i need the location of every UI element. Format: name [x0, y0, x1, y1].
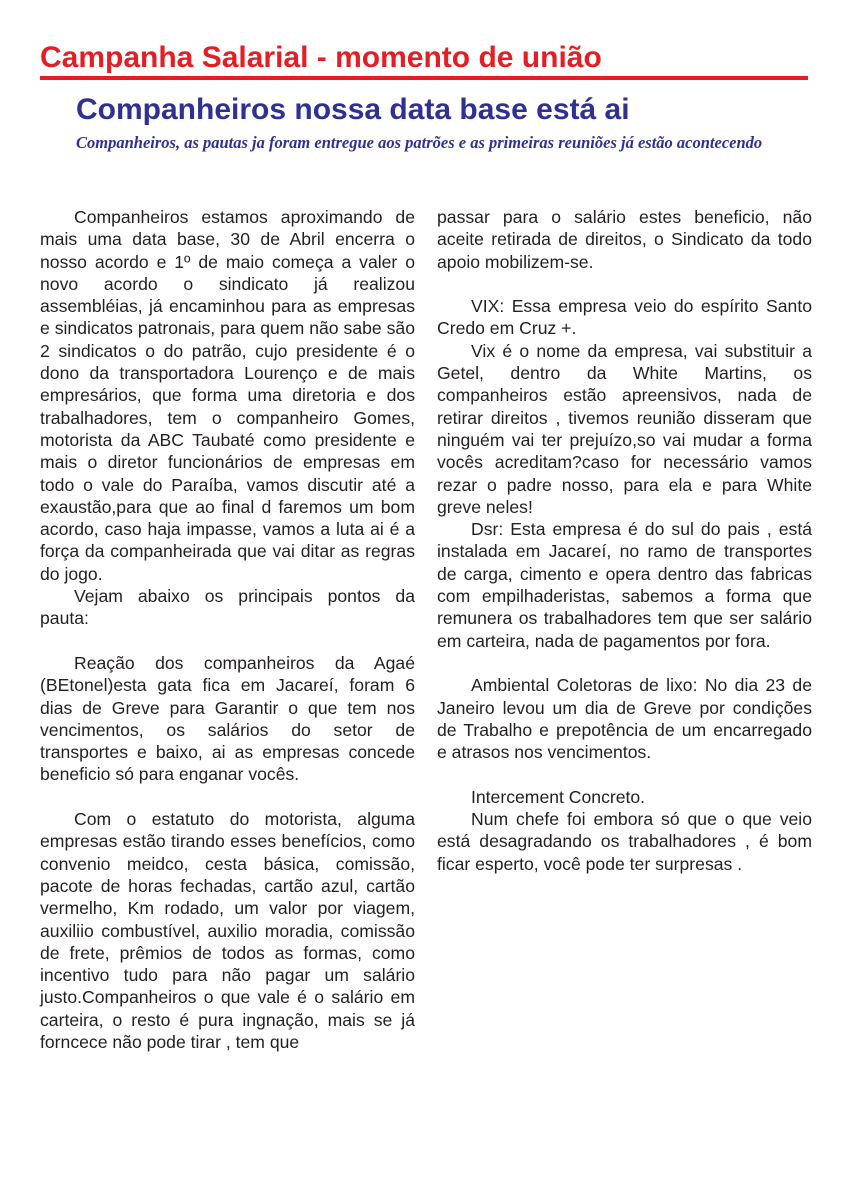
spacer [40, 786, 415, 808]
spacer [437, 273, 812, 295]
paragraph: Com o estatuto do motorista, alguma empresas estão tirando esses benefícios, como convenio meidco, cesta básica, comissão, pacote de horas fechadas, cartão azul, cartão vermelho, Km rodado, um valor por viagem, auxiliio combustível, auxilio moradia, comissão de frete, prêmios de todos as formas, como incentivo tudo para não pagar um salário justo.Companheiros o que vale é o salário em carteira, o resto é pura ingnação, mais se já forncece não pode tirar , tem que [40, 809, 415, 1052]
paragraph: Intercement Concreto. [471, 786, 646, 807]
paragraph: VIX: Essa empresa veio do espírito Santo Credo em Cruz +. [437, 296, 812, 339]
headline: Campanha Salarial - momento de união [40, 40, 808, 80]
spacer [437, 763, 812, 785]
paragraph: Vejam abaixo os principais pontos da pauta: [40, 586, 415, 629]
paragraph: Reação dos companheiros da Agaé (BEtonel)esta gata fica em Jacareí, foram 6 dias de Greve para Garantir o que tem nos vencimentos, os salários do setor de transportes e baixo, ai as empresas concede beneficio só para enganar vocês. [40, 652, 415, 785]
paragraph: Companheiros estamos aproximando de mais uma data base, 30 de Abril encerra o nosso acordo e 1º de maio começa a valer o novo acordo o sindicato já realizou assembléias, já encaminhou para as empresas e sindicatos patronais, para quem não sabe são 2 sindicatos o do patrão, cujo presidente é o dono da transportadora Lourenço e de mais empresários, que forma uma diretoria e dos trabalhadores, tem o companheiro Gomes, motorista da ABC Taubaté como presidente e mais o diretor funcionários de empresas em todo o vale do Paraíba, vamos discutir até a exaustão,para que ao final d faremos um bom acordo, caso haja impasse, vamos a luta ai é a força da companheirada que vai ditar as regras do jogo. [40, 207, 415, 584]
paragraph: Ambiental Coletoras de lixo: No dia 23 de Janeiro levou um dia de Greve por condições de Trabalho e prepotência de um encarregado e atrasos nos vencimentos. [437, 675, 812, 763]
paragraph: Dsr: Esta empresa é do sul do pais , está instalada em Jacareí, no ramo de transportes de carga, cimento e opera dentro das fabricas com empilhaderistas, sabemos a forma que remunera os trabalhadores tem que ser salário em carteira, nada de pagamentos por fora. [437, 519, 812, 651]
paragraph: passar para o salário estes beneficio, não aceite retirada de direitos, o Sindicato da todo apoio mobilizem-se. [437, 207, 812, 272]
spacer [437, 652, 812, 674]
paragraph: Num chefe foi embora só que o que veio está desagradando os trabalhadores , é bom ficar esperto, você pode ter surpresas . [437, 809, 812, 874]
left-column [40, 206, 415, 1053]
spacer [40, 630, 415, 652]
subheadline: Companheiros nossa data base está ai [76, 93, 630, 126]
intro-text: Companheiros, as pautas ja foram entregue aos patrões e as primeiras reuniões já estão acontecendo [76, 133, 763, 152]
paragraph: Vix é o nome da empresa, vai substituir a Getel, dentro da White Martins, os companheiros estão apreensivos, nada de retirar direitos , tivemos reunião disseram que ninguém vai ter prejuízo,so vai mudar a forma vocês acreditam?caso for necessário vamos rezar o padre nosso, para ela e para White greve neles! [437, 340, 812, 517]
right-column [437, 206, 812, 875]
